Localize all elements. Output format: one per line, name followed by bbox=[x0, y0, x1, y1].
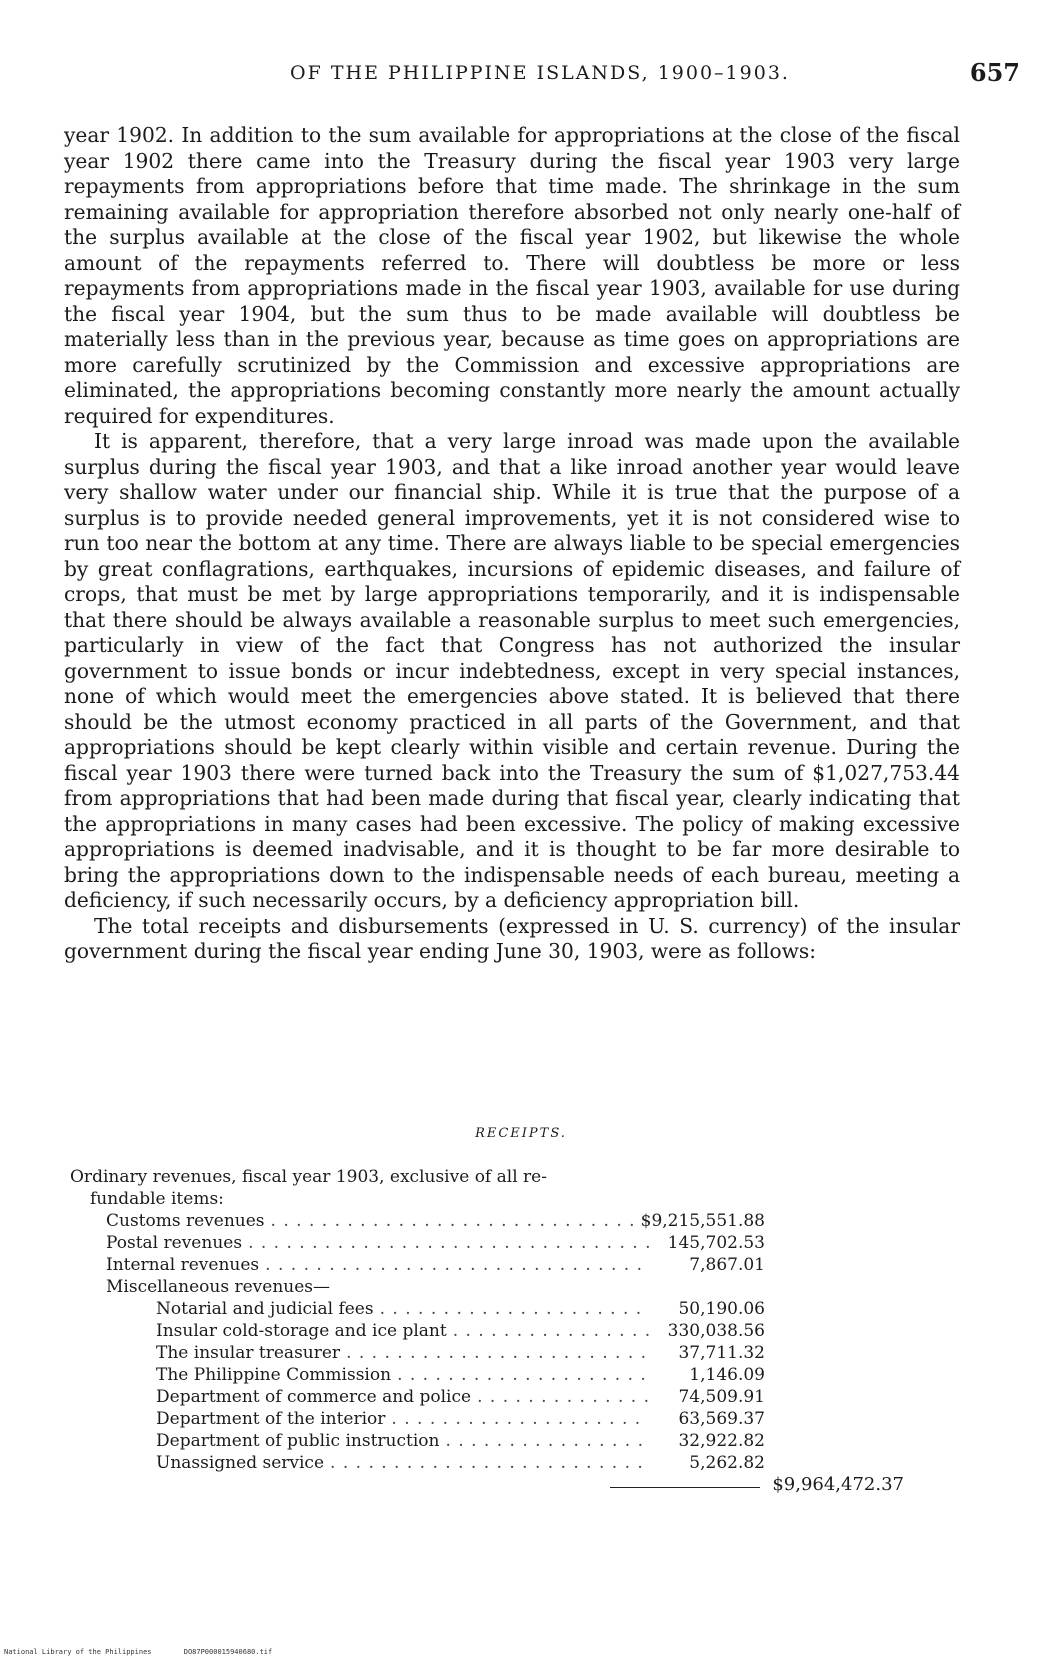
footer-file: DO87P000015940680.tif bbox=[183, 1648, 273, 1656]
schedule-row bbox=[64, 1298, 960, 1320]
receipts-schedule bbox=[64, 1166, 960, 1500]
dot-leader bbox=[391, 1408, 649, 1430]
dot-leader bbox=[271, 1210, 635, 1232]
total-row bbox=[64, 1474, 960, 1500]
paragraph: It is apparent, therefore, that a very large inroad was made upon the available surplus during the fiscal year 1903, and that a like inroad another year would leave very shallow water under our financial ship. While it is true that the purpose of a surplus is to provide needed general improvements, yet it is not considered wise to run too near the bottom at any time. There are always liable to be special emergencies by great conflagrations, earthquakes, incursions of epidemic diseases, and failure of crops, that must be met by large appropriations temporarily, and it is indispensable that there should be always available a reasonable surplus to meet such emergencies, particularly in view of the fact that Congress has not authorized the insular government to issue bonds or incur indebtedness, except in very special instances, none of which would meet the emergencies above stated. It is believed that there should be the utmost economy practiced in all parts of the Government, and that appropriations should be kept clearly within visible and certain revenue. During the fiscal year 1903 there were turned back into the Treasury the sum of $1,027,753.44 from appropriations that had been made during that fiscal year, clearly indicating that the appropriations in many cases had been excessive. The policy of making excessive appropriations is deemed inadvisable, and it is thought to be far more desirable to bring the appropriations down to the indispensable needs of each bureau, meeting a deficiency, if such necessarily occurs, by a deficiency appropriation bill. bbox=[64, 429, 960, 912]
item-amount: 32,922.82 bbox=[678, 1431, 765, 1451]
schedule-row bbox=[64, 1232, 960, 1254]
page-number: 657 bbox=[969, 58, 1020, 87]
total-rule bbox=[610, 1487, 760, 1488]
schedule-intro: Ordinary revenues, fiscal year 1903, exclusive of all re- bbox=[70, 1167, 547, 1187]
item-label: Postal revenues bbox=[106, 1233, 243, 1253]
item-label: The Philippine Commission bbox=[156, 1365, 392, 1385]
total-amount: $9,964,472.37 bbox=[772, 1474, 904, 1495]
item-amount: 1,146.09 bbox=[689, 1365, 765, 1385]
dot-leader bbox=[248, 1232, 649, 1254]
schedule-row bbox=[64, 1408, 960, 1430]
item-label: Internal revenues bbox=[106, 1255, 260, 1275]
schedule-row bbox=[64, 1386, 960, 1408]
dot-leader bbox=[397, 1364, 649, 1386]
schedule-row bbox=[64, 1210, 960, 1232]
dot-leader bbox=[380, 1298, 649, 1320]
footer-library: National Library of the Philippines bbox=[4, 1648, 152, 1656]
dot-leader bbox=[453, 1320, 649, 1342]
running-head: OF THE PHILIPPINE ISLANDS, 1900–1903. bbox=[290, 62, 790, 84]
schedule-row bbox=[64, 1452, 960, 1474]
schedule-row bbox=[64, 1254, 960, 1276]
schedule-intro-cont: fundable items: bbox=[90, 1189, 224, 1209]
item-amount: 63,569.37 bbox=[678, 1409, 765, 1429]
paragraph: year 1902. In addition to the sum available for appropriations at the close of the fiscal year 1902 there came into the Treasury during the fiscal year 1903 very large repayments from appropriations before that time made. The shrinkage in the sum remaining available for appropriation therefore absorbed not only nearly one-half of the surplus available at the close of the fiscal year 1902, but likewise the whole amount of the repayments referred to. There will doubtless be more or less repayments from appropriations made in the fiscal year 1903, available for use during the fiscal year 1904, but the sum thus to be made available will doubtless be materially less than in the previous year, because as time goes on appropriations are more carefully scrutinized by the Commission and excessive appropriations are eliminated, the appropriations becoming constantly more nearly the amount actually required for expenditures. bbox=[64, 123, 960, 428]
item-label: Unassigned service bbox=[156, 1453, 325, 1473]
schedule-row bbox=[64, 1342, 960, 1364]
item-label: Department of commerce and police bbox=[156, 1387, 472, 1407]
schedule-row bbox=[64, 1364, 960, 1386]
item-amount: 7,867.01 bbox=[689, 1255, 765, 1275]
item-amount: 5,262.82 bbox=[689, 1453, 765, 1473]
dot-leader bbox=[265, 1254, 649, 1276]
scan-footer bbox=[4, 1648, 300, 1656]
body-text bbox=[64, 123, 960, 965]
schedule-row bbox=[64, 1320, 960, 1342]
paragraph: The total receipts and disbursements (expressed in U. S. currency) of the insular government during the fiscal year ending June 30, 1903, were as follows: bbox=[64, 913, 960, 963]
item-amount: 37,711.32 bbox=[678, 1343, 765, 1363]
item-label: The insular treasurer bbox=[156, 1343, 341, 1363]
page-header bbox=[60, 58, 1020, 92]
dot-leader bbox=[330, 1452, 649, 1474]
misc-revenues-label: Miscellaneous revenues— bbox=[106, 1277, 331, 1297]
item-amount: 330,038.56 bbox=[667, 1321, 765, 1341]
dot-leader bbox=[477, 1386, 649, 1408]
item-label: Notarial and judicial fees bbox=[156, 1299, 374, 1319]
item-label: Insular cold-storage and ice plant bbox=[156, 1321, 447, 1341]
item-amount: 50,190.06 bbox=[678, 1299, 765, 1319]
dot-leader bbox=[346, 1342, 649, 1364]
item-amount: $9,215,551.88 bbox=[640, 1211, 765, 1231]
item-label: Department of the interior bbox=[156, 1409, 386, 1429]
dot-leader bbox=[445, 1430, 649, 1452]
item-label: Department of public instruction bbox=[156, 1431, 440, 1451]
schedule-row bbox=[64, 1430, 960, 1452]
item-amount: 74,509.91 bbox=[678, 1387, 765, 1407]
item-amount: 145,702.53 bbox=[667, 1233, 765, 1253]
receipts-heading: RECEIPTS. bbox=[475, 1126, 567, 1141]
item-label: Customs revenues bbox=[106, 1211, 265, 1231]
